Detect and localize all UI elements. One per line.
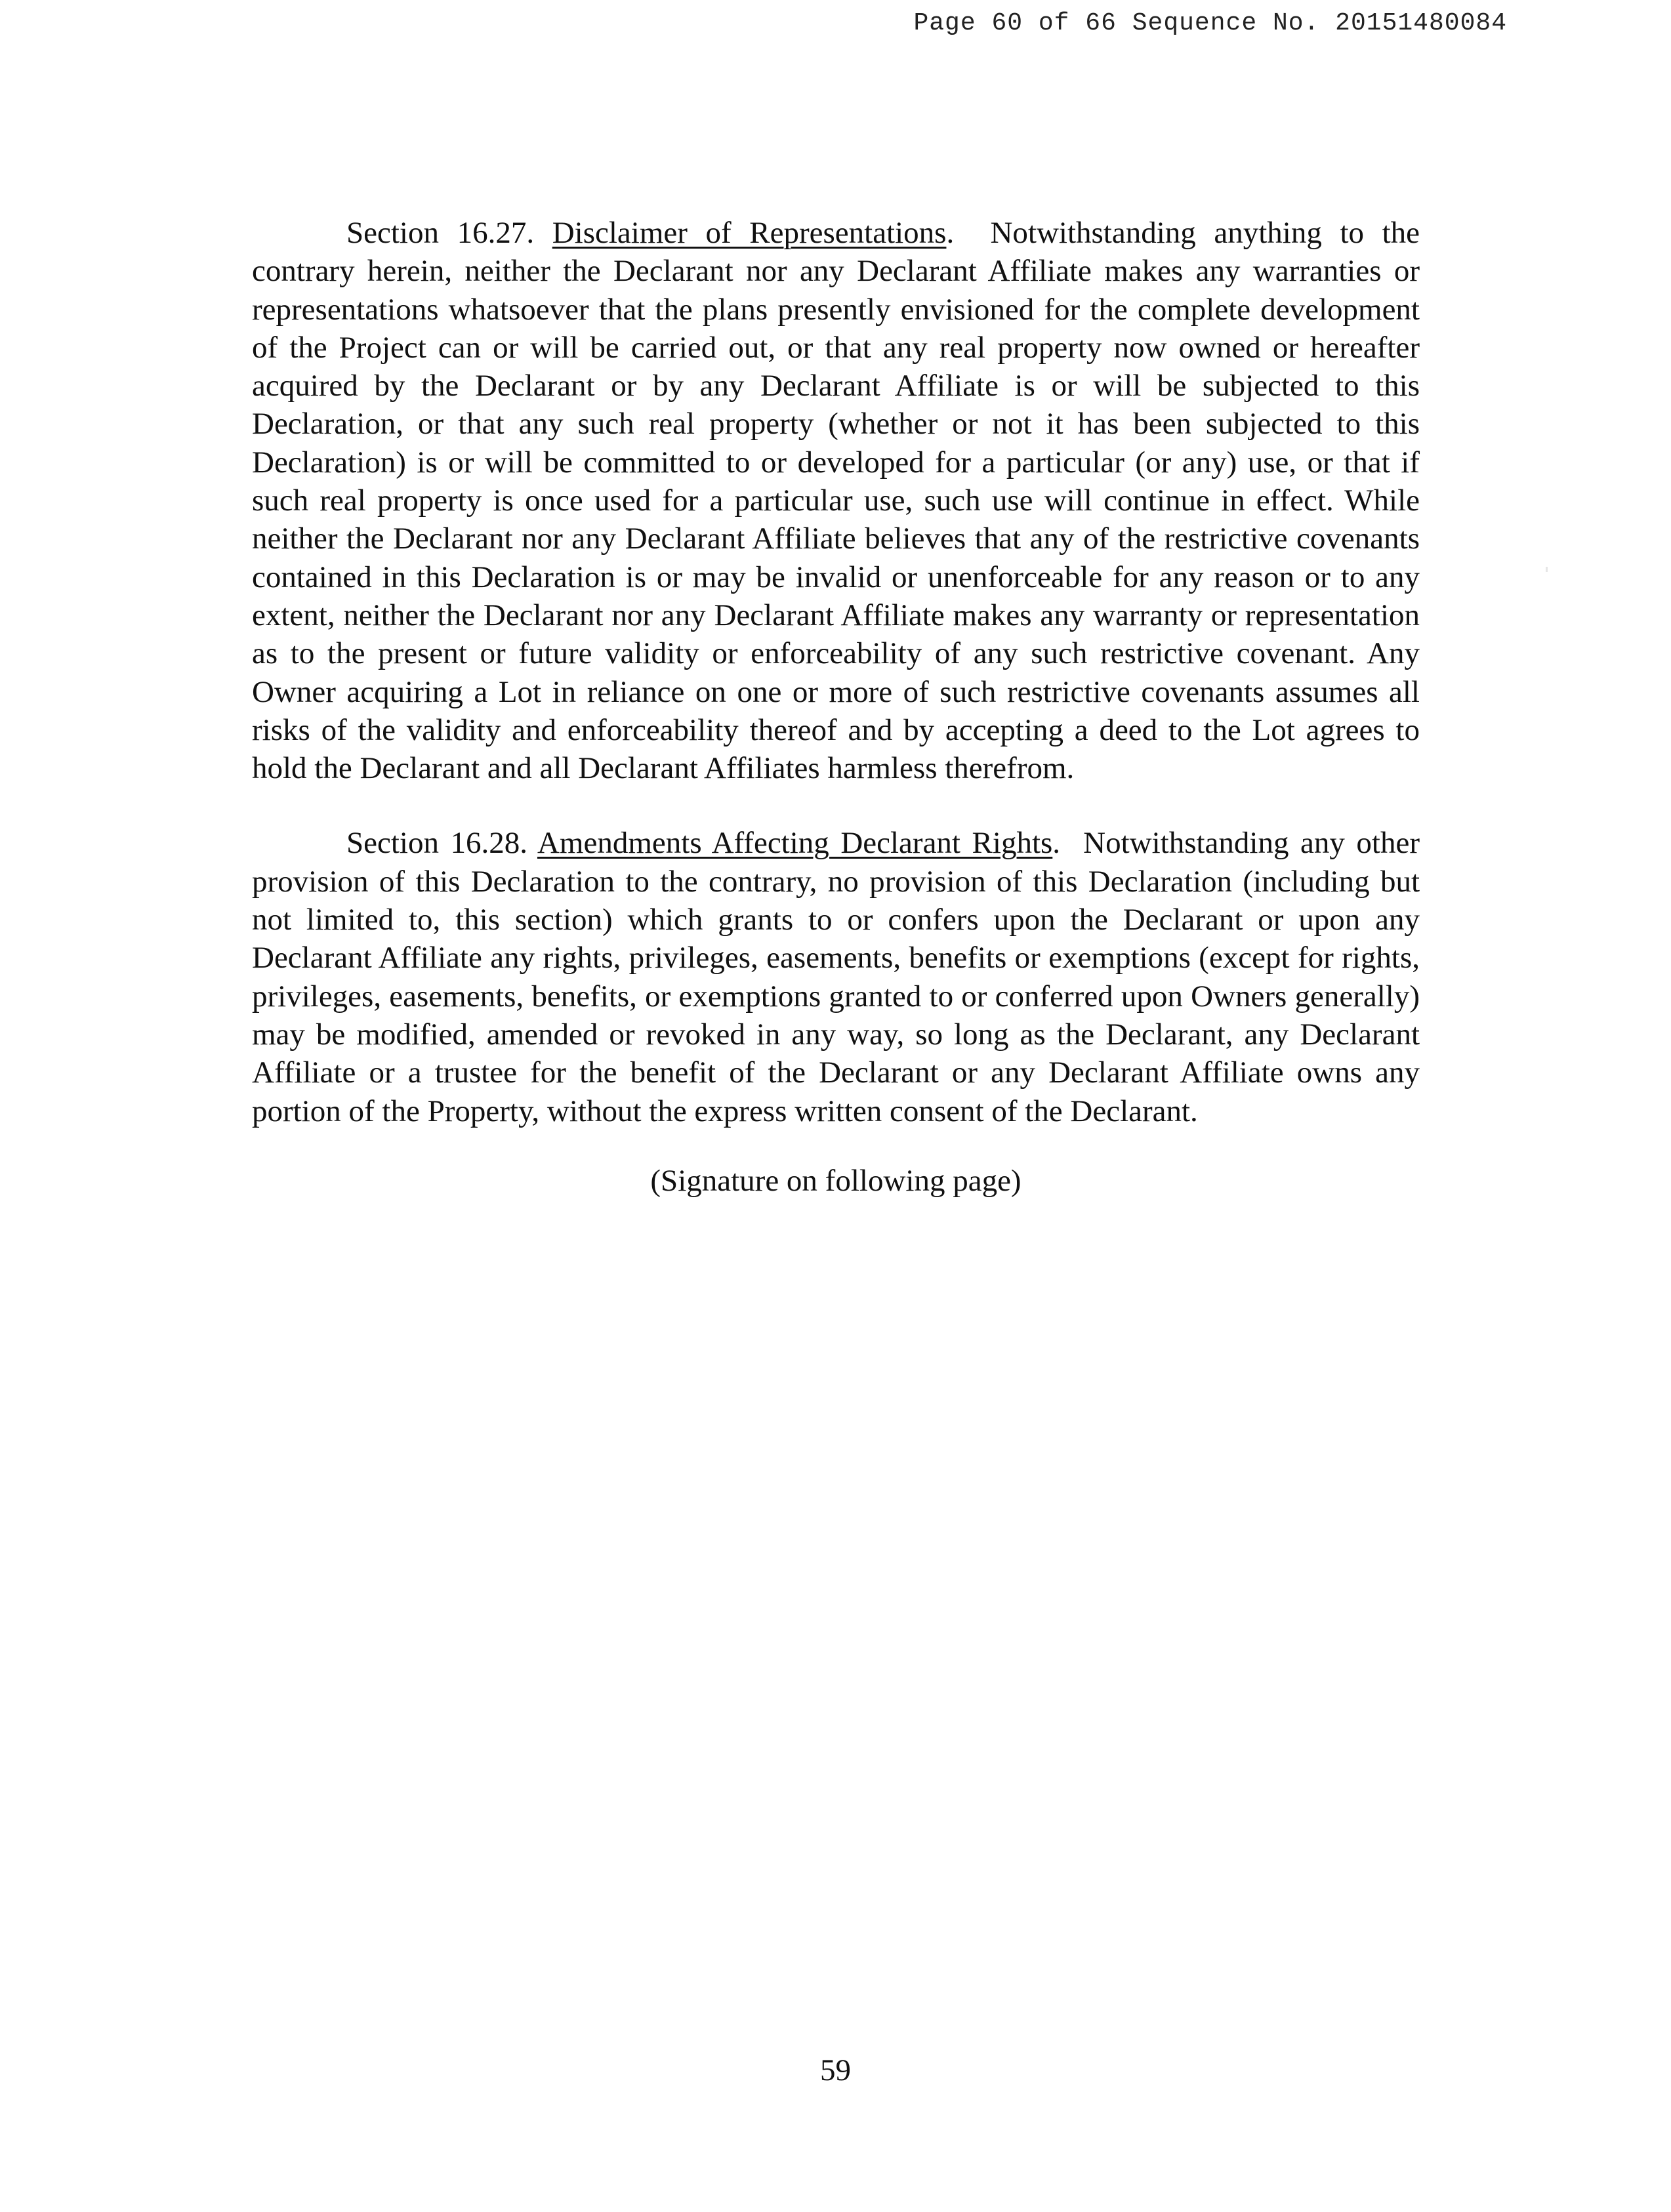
section-16-28: [252, 824, 1420, 1130]
section-16-27-title-end: .: [946, 216, 955, 250]
section-16-28-body: Notwithstanding any other provision of this Declaration to the contrary, no provision of this Declaration (including but not limited to, this section) which grants to or confers upon the Declarant or upon any Declarant Affiliate any rights, privileges, easements, benefits or exemptions (except for rights, privileges, easements, benefits, or exemptions granted to or conferred upon Owners generally) may be modified, amended or revoked in any way, so long as the Declarant, any Declarant Affiliate or a trustee for the benefit of the Declarant or any Declarant Affiliate owns any portion of the Property, without the express written consent of the Declarant.: [252, 826, 1420, 1128]
section-16-28-number: Section 16.28.: [346, 826, 528, 861]
section-16-27-title: Disclaimer of Representations: [552, 216, 947, 250]
section-16-27: [252, 214, 1420, 787]
document-body: [252, 214, 1420, 1200]
section-16-28-title: Amendments Affecting Declarant Rights: [537, 826, 1053, 861]
section-16-27-number: Section 16.27.: [346, 216, 535, 250]
scan-speck: [1546, 567, 1548, 572]
page-header: Page 60 of 66 Sequence No. 20151480084: [913, 9, 1507, 37]
signature-note: (Signature on following page): [650, 1163, 1021, 1198]
section-16-27-body: Notwithstanding anything to the contrary herein, neither the Declarant nor any Declarant Affiliate makes any warranties or representations whatsoever that the plans presently envisioned for the complete development of the Project can or will be carried out, or that any real property now owned or hereafter acquired by the Declarant or by any Declarant Affiliate is or will be subjected to this Declaration, or that any such real property (whether or not it has been subjected to this Declaration) is or will be committed to or developed for a particular (or any) use, or that if such real property is once used for a particular use, such use will continue in effect. While neither the Declarant nor any Declarant Affiliate believes that any of the restrictive covenants contained in this Declaration is or may be invalid or unenforceable for any reason or to any extent, neither the Declarant nor any Declarant Affiliate makes any warranty or representation as to the present or future validity or enforceability of any such restrictive covenant. Any Owner acquiring a Lot in reliance on one or more of such restrictive covenants assumes all risks of the validity and enforceability thereof and by accepting a deed to the Lot agrees to hold the Declarant and all Declarant Affiliates harmless therefrom.: [252, 216, 1420, 786]
page-number: 59: [820, 2053, 851, 2087]
section-16-28-title-end: .: [1052, 826, 1061, 861]
